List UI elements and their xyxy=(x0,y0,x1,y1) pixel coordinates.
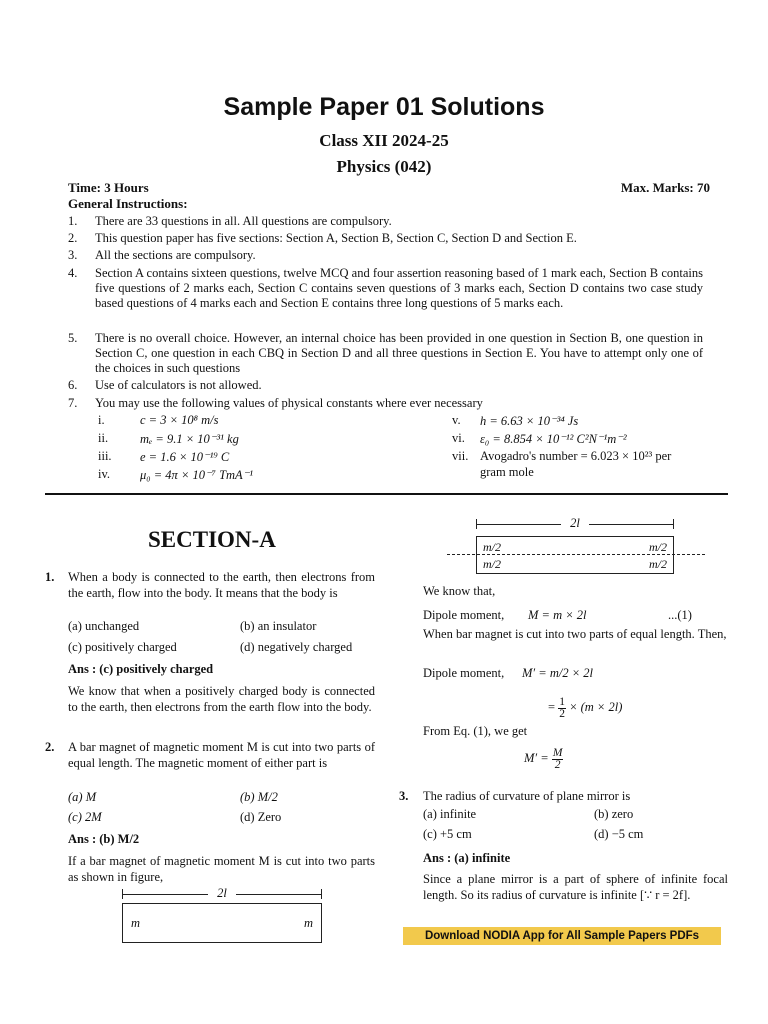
instruction-number: 1. xyxy=(68,214,78,228)
question-number: 1. xyxy=(45,570,55,584)
equation-tag: ...(1) xyxy=(668,608,692,622)
instruction-item xyxy=(68,266,703,326)
instruction-text: There is no overall choice. However, an internal choice has been provided in one question in Section B, one question in Section C, one question in each CBQ in Section D and all three questions in Section E. You have to attempt only one of the choices in such questions xyxy=(95,331,703,375)
constant-number: vii. xyxy=(452,449,469,463)
equation: M′ = m/2 × 2l xyxy=(522,666,593,680)
instruction-item xyxy=(68,331,703,376)
constant-value: e = 1.6 × 10⁻¹⁹ C xyxy=(140,450,230,464)
constant-number: v. xyxy=(452,413,461,427)
option-b: (b) zero xyxy=(594,807,634,821)
instruction-number: 3. xyxy=(68,248,78,262)
dimension-tick xyxy=(321,889,322,899)
dimension-tick xyxy=(122,889,123,899)
answer-explanation: Since a plane mirror is a part of sphere of infinite focal length. So its radius of curvature is infinite [∵ r = 2f]. xyxy=(423,872,728,902)
fraction xyxy=(558,697,566,720)
instruction-item xyxy=(68,214,703,229)
instruction-text: Use of calculators is not allowed. xyxy=(95,378,262,392)
equation-row xyxy=(524,745,563,771)
subject-line: Physics (042) xyxy=(336,157,432,176)
dimension-tick xyxy=(476,519,477,529)
half-mass-label: m/2 xyxy=(649,557,667,571)
answer-label: Ans : (b) M/2 xyxy=(68,832,140,846)
half-mass-label: m/2 xyxy=(483,557,501,571)
instruction-number: 5. xyxy=(68,331,78,345)
length-dimension xyxy=(122,887,322,901)
instructions-heading: General Instructions: xyxy=(68,196,188,211)
denominator: 2 xyxy=(559,707,565,720)
instruction-number: 7. xyxy=(68,396,78,410)
cut-magnet xyxy=(476,536,674,574)
from-eq-text: From Eq. (1), we get xyxy=(423,724,528,738)
question-stem: A bar magnet of magnetic moment M is cut into two parts of equal length. The magnetic moment of either part is xyxy=(68,740,375,770)
answer-label: Ans : (c) positively charged xyxy=(68,662,214,676)
question-stem: The radius of curvature of plane mirror is xyxy=(423,789,631,803)
option-c: (c) 2M xyxy=(68,810,102,824)
dimension-label: 2l xyxy=(561,516,589,531)
we-know-text: We know that, xyxy=(423,584,496,598)
option-d: (d) −5 cm xyxy=(594,827,644,841)
question-number: 3. xyxy=(399,789,409,803)
instruction-text: All the sections are compulsory. xyxy=(95,248,256,262)
constant-value: mₑ = 9.1 × 10⁻³¹ kg xyxy=(140,432,239,446)
answer-label: Ans : (a) infinite xyxy=(423,851,511,865)
constant-number: ii. xyxy=(98,431,109,445)
instruction-text: Section A contains sixteen questions, twelve MCQ and four assertion reasoning based of 1 mark each, Section B contains five questions of 2 marks each, Section C contains seven questions of 3 marks each, Section D contains two case study based questions of 4 marks each and Section E contains three long questions of 5 marks each. xyxy=(95,266,703,310)
instruction-item xyxy=(68,396,703,411)
section-title: SECTION-A xyxy=(148,527,276,552)
section-divider xyxy=(45,493,728,495)
time-label: Time: 3 Hours xyxy=(68,180,149,195)
equation-label: Dipole moment, xyxy=(423,666,505,680)
answer-explanation: If a bar magnet of magnetic moment M is cut into two parts as shown in figure, xyxy=(68,854,375,884)
cut-line xyxy=(447,554,705,555)
magnet-pole-label: m xyxy=(303,916,313,930)
instruction-text: You may use the following values of physical constants where ever necessary xyxy=(95,396,483,410)
answer-explanation: We know that when a positively charged body is connected to the earth, then electrons from the earth flow into the body. xyxy=(68,684,375,714)
instruction-item xyxy=(68,378,703,393)
half-mass-label: m/2 xyxy=(649,540,667,554)
instruction-number: 6. xyxy=(68,378,78,392)
equation-label: Dipole moment, xyxy=(423,608,505,622)
constant-number: i. xyxy=(98,413,105,427)
instruction-number: 2. xyxy=(68,231,78,245)
constant-value: μ₀ = 4π × 10⁻⁷ TmA⁻¹ xyxy=(140,468,254,482)
length-dimension xyxy=(476,517,674,531)
bar-magnet xyxy=(122,903,322,943)
equation: M′ = xyxy=(524,751,549,765)
instruction-item xyxy=(68,248,703,263)
question-stem: When a body is connected to the earth, then electrons from the earth, flow into the body. It means that the body is xyxy=(68,570,375,600)
dimension-label: 2l xyxy=(208,886,236,901)
equation: × (m × 2l) xyxy=(569,700,623,714)
instruction-text: There are 33 questions in all. All questions are compulsory. xyxy=(95,214,392,228)
fraction xyxy=(552,748,564,771)
option-d: (d) negatively charged xyxy=(240,640,353,654)
max-marks-label: Max. Marks: 70 xyxy=(620,180,710,195)
numerator: 1 xyxy=(559,695,565,708)
option-d: (d) Zero xyxy=(240,810,282,824)
equals-sign: = xyxy=(548,700,556,714)
option-a: (a) unchanged xyxy=(68,619,140,633)
constant-value: h = 6.63 × 10⁻³⁴ Js xyxy=(480,414,579,428)
class-line: Class XII 2024-25 xyxy=(319,131,449,150)
option-a: (a) infinite xyxy=(423,807,477,821)
option-b: (b) an insulator xyxy=(240,619,317,633)
constant-value: ε₀ = 8.854 × 10⁻¹² C²N⁻¹m⁻² xyxy=(480,432,627,446)
option-b: (b) M/2 xyxy=(240,790,278,804)
instruction-text: This question paper has five sections: Section A, Section B, Section C, Section D and Section E. xyxy=(95,231,577,245)
option-c: (c) +5 cm xyxy=(423,827,472,841)
question-number: 2. xyxy=(45,740,55,754)
constant-number: iii. xyxy=(98,449,112,463)
option-c: (c) positively charged xyxy=(68,640,177,654)
magnet-pole-label: m xyxy=(131,916,141,930)
instruction-item xyxy=(68,231,703,246)
dimension-tick xyxy=(673,519,674,529)
numerator: M xyxy=(552,746,563,759)
download-app-banner[interactable]: Download NODIA App for All Sample Papers PDFs xyxy=(403,927,721,945)
constant-number: iv. xyxy=(98,467,111,481)
constant-value: c = 3 × 10⁸ m/s xyxy=(140,413,219,427)
equation-row xyxy=(548,694,622,720)
explanation-text: When bar magnet is cut into two parts of equal length. Then, xyxy=(423,627,727,641)
option-a: (a) M xyxy=(68,790,97,804)
constant-value: gram mole xyxy=(480,465,534,479)
constant-number: vi. xyxy=(452,431,465,445)
constant-value: Avogadro's number = 6.023 × 10²³ per xyxy=(480,449,672,463)
half-mass-label: m/2 xyxy=(483,540,501,554)
equation: M = m × 2l xyxy=(528,608,587,622)
page-title: Sample Paper 01 Solutions xyxy=(223,93,545,121)
instruction-number: 4. xyxy=(68,266,78,280)
denominator: 2 xyxy=(554,758,561,771)
